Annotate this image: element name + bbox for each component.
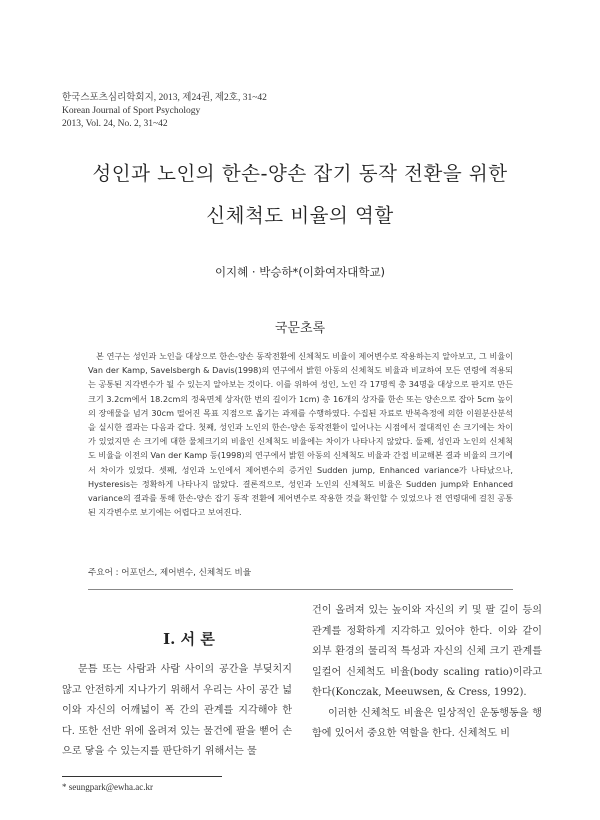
left-column bbox=[62, 660, 292, 763]
journal-header-english: Korean Journal of Sport Psychology bbox=[62, 106, 201, 116]
paper-title-line1: 성인과 노인의 한손-양손 잡기 동작 전환을 위한 bbox=[92, 162, 508, 185]
keywords: 주요어 : 어포던스, 제어변수, 신체척도 비율 bbox=[88, 568, 252, 578]
journal-header-volume: 2013, Vol. 24, No. 2, 31~42 bbox=[62, 119, 168, 129]
abstract-heading: 국문초록 bbox=[274, 321, 326, 336]
section-heading-introduction: I. 서 론 bbox=[163, 630, 215, 648]
footnote-email: * seungpark@ewha.ac.kr bbox=[62, 782, 154, 792]
journal-header-korean: 한국스포츠심리학회지, 2013, 제24권, 제2호, 31~42 bbox=[62, 93, 267, 103]
left-column-paragraph: 문틈 또는 사람과 사람 사이의 공간을 부딪치지 않고 안전하게 지나가기 위해서 우리는 사이 공간 넓이와 자신의 어깨넓이 폭 간의 관계를 지각해야 한다. 또한 선반 위에 올려져 있는 물건에 팔을 뻗어 손으로 닿을 수 있는지를 판단하기 위해서는 물 bbox=[62, 664, 292, 757]
abstract-text: 본 연구는 성인과 노인을 대상으로 한손-양손 동작전환에 신체척도 비율이 제어변수로 작용하는지 알아보고, 그 비율이 Van der Kamp, Savelsbergh & Davis(1998)의 연구에서 밝힌 아동의 신체척도 비율과 비교하여 모든 연령에 적용되는 공통된 지각변수가 될 수 있는지 알아보는 것이다. 이를 위하여 성인, 노인 각 17명씩 총 34명을 대상으로 판지로 만든 크기 3.2cm에서 18.2cm의 정육면체 상자(한 번의 길이가 1cm) 총 16개의 상자를 한손 또는 양손으로 잡아 5cm 높이의 장애물을 넘겨 30cm 떨어진 목표 지점으로 옮기는 과제를 수행하였다. 수집된 자료로 반복측정에 의한 이원분산분석을 실시한 결과는 다음과 같다. 첫째, 성인과 노인의 한손-양손 동작전환이 일어나는 시점에서 절대적인 손 크기에는 차이가 있었지만 손 크기에 대한 물체크기의 비율인 신체척도 비율에는 차이가 나타나지 않았다. 둘째, 성인과 노인의 신체척도 비율을 이전의 Van der Kamp 등(1998)의 연구에서 밝힌 아동의 신체척도 비율과 간접 비교해본 결과 비율의 크기에서 차이가 있었다. 셋째, 성인과 노인에서 제어변수의 증거인 Sudden jump, Enhanced variance가 나타났으나, Hysteresis는 정확하게 나타나지 않았다. 결론적으로, 성인과 노인의 신체척도 비율은 Sudden jump와 Enhanced variance의 결과를 통해 한손-양손 잡기 동작 전환에 제어변수로 작용한 것을 확인할 수 있었으나 전 연령대에 걸친 공통된 지각변수로 보기에는 어렵다고 보여진다. bbox=[88, 351, 513, 518]
paper-title-line2: 신체척도 비율의 역할 bbox=[206, 204, 394, 227]
journal-header bbox=[62, 92, 267, 131]
author-line: 이지혜 · 박승하*(이화여자대학교) bbox=[214, 265, 386, 279]
right-column-paragraph-2: 이러한 신체척도 비율은 일상적인 운동행동을 행함에 있어서 중요한 역할을 한다. 신체척도 비 bbox=[312, 707, 542, 739]
footnote-rule bbox=[62, 776, 222, 777]
right-column-paragraph-1: 건이 올려져 있는 높이와 자신의 키 및 팔 길이 등의 관계를 정확하게 지각하고 있어야 한다. 이와 같이 외부 환경의 물리적 특성과 자신의 신체 크기 관계를 일컬어 신체척도 비율(body scaling ratio)이라고 한다(Konczak, Meeuwsen, & Cress, 1992). bbox=[312, 605, 542, 698]
abstract-body bbox=[88, 349, 513, 519]
right-column bbox=[312, 601, 542, 745]
abstract-divider bbox=[88, 589, 513, 590]
